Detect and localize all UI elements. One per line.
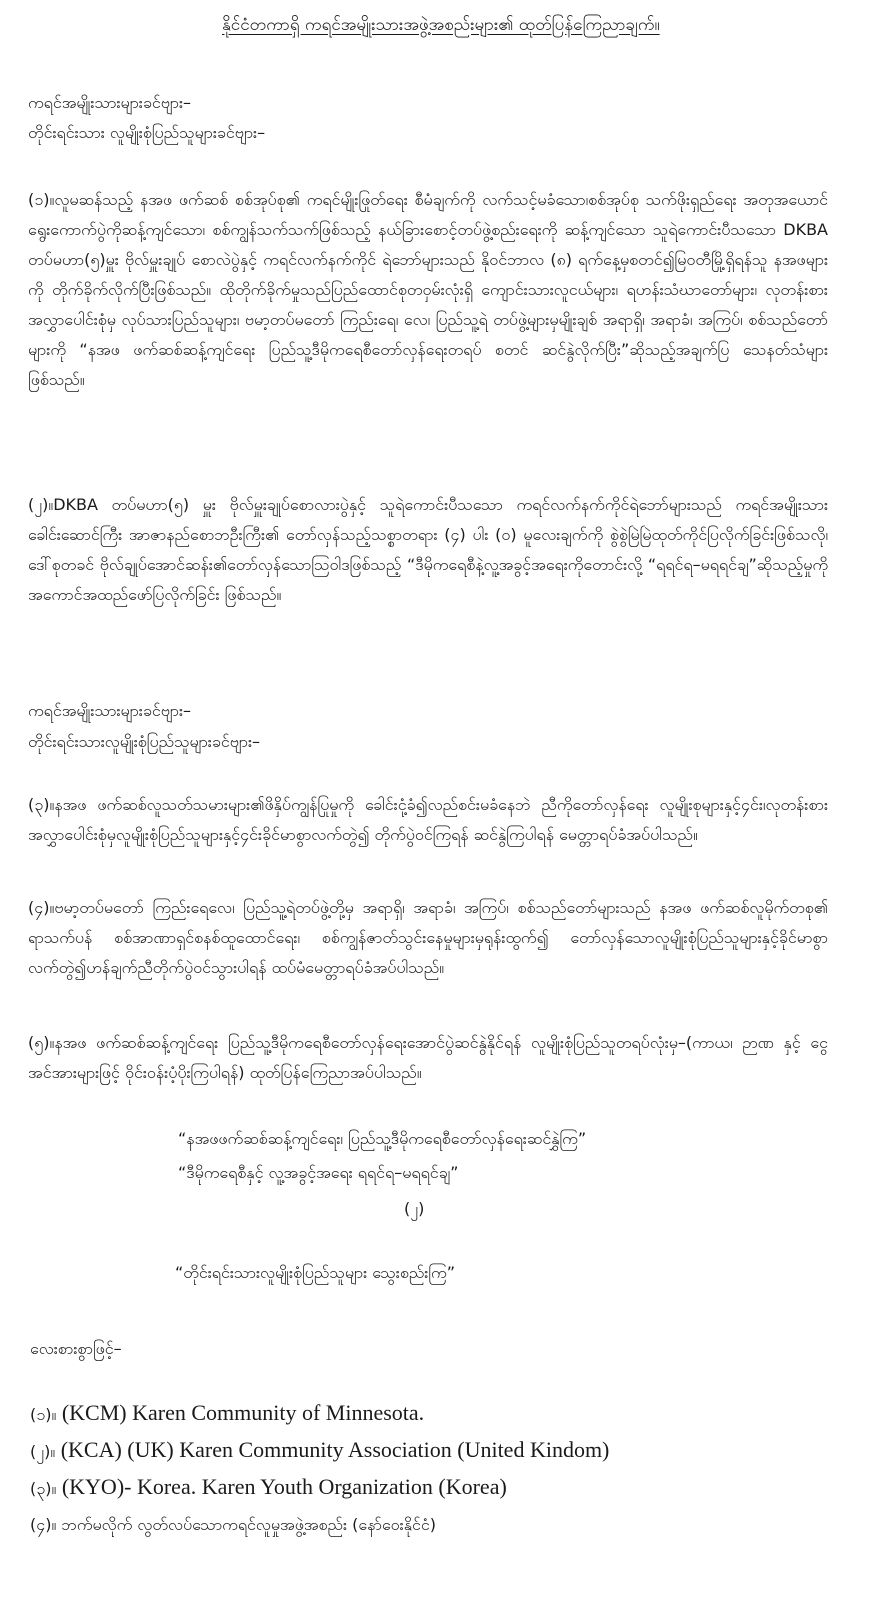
organization-name: ဘက်မလိုက် လွတ်လပ်သောကရင်လူမှုအဖွဲ့အစည်း (နော်ဝေးနိုင်ငံ) bbox=[61, 1515, 436, 1534]
organization-number: (၃)။ bbox=[30, 1479, 57, 1498]
document-title: နိုင်ငံတကာရှိ ကရင်အမျိုးသားအဖွဲ့အစည်းများ၏ ထုတ်ပြန်ကြေညာချက်။ bbox=[222, 15, 660, 35]
organization-name: (KCM) Karen Community of Minnesota. bbox=[61, 1400, 425, 1425]
paragraph-text: ဗမာ့တပ်မတော် ကြည်းရေလေ၊ ပြည်သူ့ရဲတပ်ဖွဲ့တို့မှ အရာရှိ၊ အရာခံ၊ အကြပ်၊ စစ်သည်တော်များသည် နအဖ ဖက်ဆစ်လူမိုက်တစု၏ ရာသက်ပန် စစ်အာဏာရှင်စနစ်ထူထောင်ရေး၊ စစ်ကျွန်ဇာတ်သွင်းနေမှုများမှရုန်းထွက်၍ တော်လှန်သောလူမျိုးစုံပြည်သူများနှင့်ခိုင်မာစွာလက်တွဲ၍ဟန်ချက်ညီတိုက်ပွဲဝင်သွားပါရန် ထပ်မံမေတ္တာရပ်ခံအပ်ပါသည်။ bbox=[28, 898, 828, 977]
organization-name: (KYO)- Korea. Karen Youth Organization (Korea) bbox=[61, 1474, 507, 1499]
signed-by: လေးစားစွာဖြင့်– bbox=[30, 1339, 122, 1358]
slogan-anti-fascist: “နအဖဖက်ဆစ်ဆန့်ကျင်ရေး၊ ပြည်သူ့ဒီမိုကရေစီတော်လှန်ရေးဆင်နွှဲကြ” bbox=[178, 1129, 587, 1148]
organization-3 bbox=[30, 1474, 850, 1502]
paragraph-text: နအဖ ဖက်ဆစ်လူသတ်သမားများ၏ဖိနှိပ်ကျွန်ပြုမှုကို ခေါင်းငုံ့ခံ၍လည်စင်းမခံနေဘဲ ညီကိုတော်လှန်ရေး လူမျိုးစုများနှင့်၄င်း၊လုတန်းစားအလွှာပေါင်းစုံမှလူမျိုးစုံပြည်သူများနှင့်၄င်းခိုင်မာစွာလက်တွဲ၍ တိုက်ပွဲဝင်ကြရန် ဆင်နွဲကြပါရန် မေတ္တာရပ်ခံအပ်ပါသည်။ bbox=[28, 795, 828, 844]
salutation-all-nationalities: တိုင်းရင်းသား လူမျိုးစုံပြည်သူများခင်ဗျား– bbox=[28, 123, 266, 142]
organization-4 bbox=[30, 1514, 850, 1538]
organization-1 bbox=[30, 1400, 850, 1428]
paragraph-number: (၂)။ bbox=[28, 495, 54, 514]
salutation-karen-people-2: ကရင်အမျိုးသားများခင်ဗျား– bbox=[28, 701, 192, 720]
organization-number: (၂)။ bbox=[30, 1442, 56, 1461]
paragraph-1 bbox=[28, 185, 828, 485]
slogan-unity: “တိုင်းရင်းသားလူမျိုးစုံပြည်သူများ သွေးစည်းကြ” bbox=[175, 1263, 455, 1282]
paragraph-text: DKBA တပ်မဟာ(၅) မှူး ဗိုလ်မှူးချုပ်စောလားပွဲနှင့် သူရဲကောင်းပီသသော ကရင်လက်နက်ကိုင်ရဲဘော်များသည် ကရင်အမျိုးသားခေါင်းဆောင်ကြီး အာဇာနည်စောဘဦးကြီး၏ တော်လှန်သည့်သစ္စာတရား (၄) ပါး (ဝ) မူလေးချက်ကို စွဲစွဲမြဲမြဲထုတ်ကိုင်ပြလိုက်ခြင်းဖြစ်သလို၊ ဒေါ်စုတခင် ဗိုလ်ချုပ်အောင်ဆန်း၏တော်လှန်သောသြဝါဒဖြစ်သည့် “ဒီမိုကရေစီနဲ့လူ့အခွင့်အရေးကိုတောင်းလို့ “ရရင်ရ–မရရင်ချ”ဆိုသည့်မှုကို အကောင်အထည်ဖော်ပြလိုက်ခြင်း ဖြစ်သည်။ bbox=[28, 495, 828, 604]
organization-number: (၁)။ bbox=[30, 1405, 57, 1424]
salutation-karen-people: ကရင်အမျိုးသားများခင်ဗျား– bbox=[28, 93, 192, 112]
paragraph-text: လူမဆန်သည့် နအဖ ဖက်ဆစ် စစ်အုပ်စု၏ ကရင်မျိုးဖြုတ်ရေး စီမံချက်ကို လက်သင့်မခံသော၊စစ်အုပ်စု သက်ဖိုးရှည်ရေး အတုအယောင်ရွေးကောက်ပွဲကိုဆန့်ကျင်သော၊ စစ်ကျွန်သက်သက်ဖြစ်သည့် နယ်ခြားစောင့်တပ်ဖွဲ့စည်းရေးကို ဆန့်ကျင်သော သူရဲကောင်းပီသသော DKBA တပ်မဟာ(၅)မှူး ဗိုလ်မှူးချုပ် စောလဲပွဲနှင့် ကရင်လက်နက်ကိုင် ရဲဘော်များသည် နိုဝင်ဘာလ (၈) ရက်နေ့မှစတင်၍မြဝတီမြို့ရှိရန်သူ နအဖများကို တိုက်ခိုက်လိုက်ပြီးဖြစ်သည်။ ထိုတိုက်ခိုက်မှုသည်ပြည်ထောင်စုတဝှမ်းလုံးရှိ ကျောင်းသားလူငယ်များ၊ ရဟန်းသံဃာတော်များ၊ လုတန်းစားအလွှာပေါင်းစုံမှ လုပ်သားပြည်သူများ၊ ဗမာ့တပ်မတော် ကြည်းရေ၊ လေ၊ ပြည်သူ့ရဲ တပ်ဖွဲ့များမှမျိုးချစ် အရာရှိ၊ အရာခံ၊ အကြပ်၊ စစ်သည်တော်များကို “နအဖ ဖက်ဆစ်ဆန့်ကျင်ရေး ပြည်သူ့ဒီမိုကရေစီတော်လှန်ရေးတရပ် စတင် ဆင်နွဲလိုက်ပြီး”ဆိုသည့်အချက်ပြ သေနတ်သံများ ဖြစ်သည်။ bbox=[28, 190, 828, 389]
paragraph-number: (၃)။ bbox=[28, 795, 55, 814]
paragraph-3 bbox=[28, 790, 828, 885]
paragraph-4 bbox=[28, 893, 828, 1018]
organization-name: (KCA) (UK) Karen Community Association (United Kindom) bbox=[60, 1437, 610, 1462]
paragraph-number: (၄)။ bbox=[28, 898, 55, 917]
slogan-democracy: “ဒီမိုကရေစီနှင့် လူ့အခွင့်အရေး ရရင်ရ–မရရင်ချ” bbox=[178, 1163, 459, 1182]
paragraph-number: (၁)။ bbox=[28, 190, 55, 209]
paragraph-2 bbox=[28, 490, 828, 660]
paragraph-number: (၅)။ bbox=[28, 1033, 55, 1052]
organization-number: (၄)။ bbox=[30, 1515, 57, 1534]
organization-2 bbox=[30, 1437, 850, 1465]
salutation-all-nationalities-2: တိုင်းရင်းသားလူမျိုးစုံပြည်သူများခင်ဗျား– bbox=[28, 732, 261, 751]
paragraph-text: နအဖ ဖက်ဆစ်ဆန့်ကျင်ရေး ပြည်သူ့ဒီမိုကရေစီတော်လှန်ရေးအောင်ပွဲဆင်နွဲနိုင်ရန် လူမျိုးစုံပြည်သူတရပ်လုံးမှ–(ကာယ၊ ဉာဏ နှင့် ငွေ အင်အားများဖြင့် ဝိုင်းဝန်းပံ့ပိုးကြပါရန်) ထုတ်ပြန်ကြေညာအပ်ပါသည်။ bbox=[28, 1033, 828, 1082]
page-marker: (၂) bbox=[404, 1199, 425, 1218]
paragraph-5 bbox=[28, 1028, 828, 1123]
